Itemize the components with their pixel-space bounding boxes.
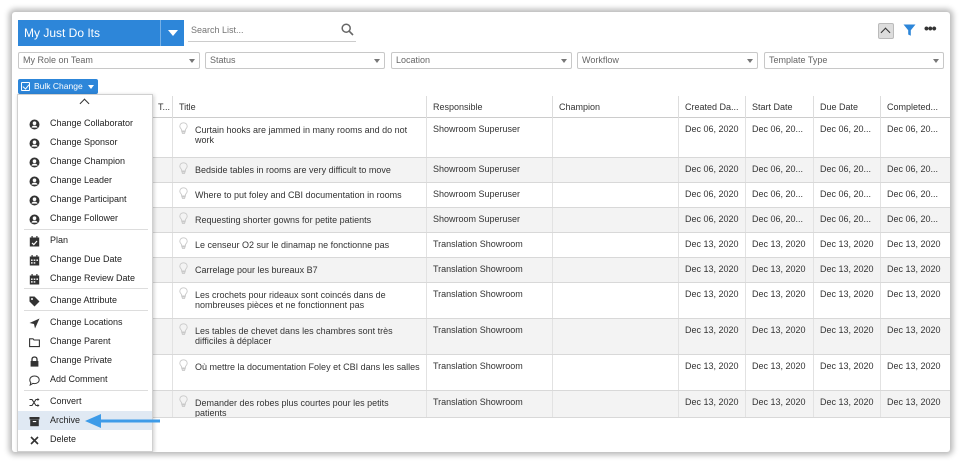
- table-row[interactable]: [152, 118, 950, 158]
- bulk-change-button[interactable]: [18, 79, 98, 94]
- cell-champion: [552, 391, 678, 417]
- cell-due: Dec 13, 2020: [813, 283, 880, 318]
- menu-item-label: Delete: [50, 434, 77, 444]
- cell-start: Dec 13, 2020: [745, 283, 813, 318]
- cell-type: [152, 283, 172, 318]
- cell-completed: Dec 06, 20...: [880, 158, 950, 182]
- menu-item-label: Change Follower: [50, 213, 119, 223]
- menu-item-change-collaborator[interactable]: [18, 114, 152, 133]
- cell-completed: Dec 06, 20...: [880, 183, 950, 207]
- cell-title[interactable]: [172, 258, 426, 282]
- cell-champion: [552, 258, 678, 282]
- menu-item-label: Change Collaborator: [50, 118, 134, 128]
- cell-responsible: Showroom Superuser: [426, 183, 552, 207]
- location-arrow-icon: [29, 317, 40, 328]
- table-row[interactable]: [152, 319, 950, 355]
- cell-champion: [552, 158, 678, 182]
- cell-champion: [552, 355, 678, 390]
- cell-created: Dec 13, 2020: [678, 283, 745, 318]
- user-circle-icon: [29, 137, 40, 148]
- menu-item-change-review-date[interactable]: [18, 269, 152, 288]
- lightbulb-icon: [179, 395, 188, 407]
- cell-due: Dec 13, 2020: [813, 233, 880, 257]
- menu-separator: [24, 229, 148, 230]
- menu-item-label: Convert: [50, 396, 82, 406]
- cell-created: Dec 06, 2020: [678, 183, 745, 207]
- archive-box-icon: [29, 415, 40, 426]
- chevron-up-icon[interactable]: [18, 95, 152, 111]
- filter-status-select[interactable]: Status: [205, 52, 385, 69]
- cell-champion: [552, 183, 678, 207]
- x-icon: [29, 434, 40, 445]
- items-table: [152, 96, 950, 452]
- cell-start: Dec 13, 2020: [745, 258, 813, 282]
- calendar-icon: [29, 254, 40, 265]
- shuffle-icon: [29, 396, 40, 407]
- cell-due: Dec 06, 20...: [813, 118, 880, 157]
- menu-item-delete[interactable]: [18, 430, 152, 449]
- comment-icon: [29, 374, 40, 385]
- menu-separator: [24, 310, 148, 311]
- caret-down-icon: [88, 85, 94, 89]
- filter-icon[interactable]: [903, 24, 916, 37]
- filter-role-select[interactable]: My Role on Team: [18, 52, 200, 69]
- table-row[interactable]: [152, 283, 950, 319]
- item-title[interactable]: Where to put foley and CBI documentation in rooms: [195, 190, 402, 200]
- menu-item-convert[interactable]: [18, 392, 152, 411]
- menu-item-change-champion[interactable]: [18, 152, 152, 171]
- cell-completed: Dec 13, 2020: [880, 233, 950, 257]
- column-header-created-date[interactable]: Created Da...: [678, 96, 745, 118]
- cell-title[interactable]: [172, 391, 426, 417]
- user-circle-icon: [29, 156, 40, 167]
- menu-item-label: Change Sponsor: [50, 137, 118, 147]
- cell-created: Dec 13, 2020: [678, 355, 745, 390]
- user-circle-icon: [29, 175, 40, 186]
- item-title[interactable]: Les crochets pour rideaux sont coincés dans de nombreuses pièces et ne fonctionnent pas: [195, 290, 386, 310]
- column-header-title[interactable]: Title: [172, 96, 426, 118]
- column-header-start-date[interactable]: Start Date: [745, 96, 813, 118]
- more-options-icon[interactable]: •••: [924, 20, 936, 36]
- cell-type: [152, 158, 172, 182]
- cell-champion: [552, 118, 678, 157]
- menu-separator: [24, 390, 148, 391]
- table-header: [152, 96, 950, 118]
- menu-item-change-locations[interactable]: [18, 313, 152, 332]
- item-title[interactable]: Requesting shorter gowns for petite patients: [195, 215, 372, 225]
- menu-item-label: Plan: [50, 235, 69, 245]
- menu-item-label: Change Locations: [50, 317, 123, 327]
- lightbulb-icon: [179, 262, 188, 274]
- cell-type: [152, 208, 172, 232]
- lightbulb-icon: [179, 287, 188, 299]
- collapse-up-button[interactable]: [878, 23, 894, 39]
- menu-item-plan[interactable]: [18, 231, 152, 250]
- calendar-icon: [29, 273, 40, 284]
- column-header-due-date[interactable]: Due Date: [813, 96, 880, 118]
- cell-responsible: Translation Showroom: [426, 283, 552, 318]
- cell-type: [152, 118, 172, 157]
- cell-responsible: Showroom Superuser: [426, 158, 552, 182]
- cell-responsible: Translation Showroom: [426, 391, 552, 417]
- cell-title[interactable]: [172, 118, 426, 157]
- menu-item-change-sponsor[interactable]: [18, 133, 152, 152]
- table-row[interactable]: [152, 208, 950, 233]
- cell-title[interactable]: [172, 355, 426, 390]
- item-title[interactable]: Carrelage pour les bureaux B7: [195, 265, 318, 275]
- menu-item-add-comment[interactable]: [18, 370, 152, 389]
- cell-champion: [552, 208, 678, 232]
- cell-completed: Dec 13, 2020: [880, 283, 950, 318]
- menu-item-label: Add Comment: [50, 374, 108, 384]
- cell-title[interactable]: [172, 158, 426, 182]
- cell-start: Dec 06, 20...: [745, 158, 813, 182]
- cell-completed: Dec 13, 2020: [880, 258, 950, 282]
- chevron-down-icon[interactable]: [160, 20, 184, 46]
- cell-start: Dec 06, 20...: [745, 118, 813, 157]
- cell-created: Dec 06, 2020: [678, 208, 745, 232]
- bulk-change-menu: [17, 94, 153, 452]
- menu-item-label: Change Participant: [50, 194, 127, 204]
- search-input[interactable]: [188, 20, 333, 40]
- menu-item-change-private[interactable]: [18, 351, 152, 370]
- menu-item-label: Change Attribute: [50, 295, 118, 305]
- list-name: My Just Do Its: [24, 26, 101, 40]
- bulk-change-label: Bulk Change: [34, 81, 83, 91]
- column-header-responsible[interactable]: Responsible: [426, 96, 552, 118]
- folder-icon: [29, 336, 40, 347]
- item-title[interactable]: Bedside tables in rooms are very difficult to move: [195, 165, 391, 175]
- lightbulb-icon: [179, 162, 188, 174]
- table-row[interactable]: [152, 258, 950, 283]
- lightbulb-icon: [179, 122, 188, 134]
- table-row[interactable]: [152, 391, 950, 418]
- filter-location-select[interactable]: Location: [391, 52, 572, 69]
- search-box: [188, 20, 356, 42]
- cell-created: Dec 13, 2020: [678, 319, 745, 354]
- tag-icon: [29, 295, 40, 306]
- menu-item-label: Change Due Date: [50, 254, 123, 264]
- cell-start: Dec 06, 20...: [745, 183, 813, 207]
- cell-responsible: Translation Showroom: [426, 258, 552, 282]
- menu-separator: [24, 288, 148, 289]
- column-header-completed[interactable]: Completed...: [880, 96, 950, 118]
- menu-item-label: Change Review Date: [50, 273, 136, 283]
- cell-start: Dec 13, 2020: [745, 233, 813, 257]
- item-title[interactable]: Où mettre la documentation Foley et CBI dans les salles: [195, 362, 420, 372]
- app-window: [12, 12, 950, 452]
- menu-item-label: Change Parent: [50, 336, 111, 346]
- item-title[interactable]: Les tables de chevet dans les chambres sont très difficiles à déplacer: [195, 326, 393, 346]
- menu-item-change-follower[interactable]: [18, 209, 152, 228]
- search-icon[interactable]: [341, 23, 354, 36]
- checkbox-icon: [21, 82, 30, 91]
- cell-created: Dec 06, 2020: [678, 158, 745, 182]
- pointer-arrow-annotation: [85, 414, 161, 428]
- cell-type: [152, 183, 172, 207]
- cell-responsible: Translation Showroom: [426, 355, 552, 390]
- cell-created: Dec 13, 2020: [678, 233, 745, 257]
- cell-due: Dec 13, 2020: [813, 258, 880, 282]
- cell-champion: [552, 233, 678, 257]
- menu-item-change-attribute[interactable]: [18, 291, 152, 310]
- filter-template-type-select[interactable]: Template Type: [764, 52, 944, 69]
- lightbulb-icon: [179, 212, 188, 224]
- cell-created: Dec 06, 2020: [678, 118, 745, 157]
- menu-item-change-due-date[interactable]: [18, 250, 152, 269]
- cell-completed: Dec 13, 2020: [880, 355, 950, 390]
- cell-due: Dec 06, 20...: [813, 183, 880, 207]
- column-header-champion[interactable]: Champion: [552, 96, 678, 118]
- item-title[interactable]: Curtain hooks are jammed in many rooms and do not work: [195, 125, 408, 145]
- cell-due: Dec 06, 20...: [813, 208, 880, 232]
- menu-item-label: Change Leader: [50, 175, 113, 185]
- cell-title[interactable]: [172, 183, 426, 207]
- cell-completed: Dec 13, 2020: [880, 391, 950, 417]
- cell-type: [152, 233, 172, 257]
- lightbulb-icon: [179, 237, 188, 249]
- cell-title[interactable]: [172, 319, 426, 354]
- user-circle-icon: [29, 213, 40, 224]
- cell-title[interactable]: [172, 208, 426, 232]
- cell-start: Dec 13, 2020: [745, 391, 813, 417]
- table-row[interactable]: [152, 355, 950, 391]
- cell-created: Dec 13, 2020: [678, 258, 745, 282]
- lightbulb-icon: [179, 323, 188, 335]
- cell-responsible: Translation Showroom: [426, 319, 552, 354]
- cell-champion: [552, 319, 678, 354]
- menu-item-change-participant[interactable]: [18, 190, 152, 209]
- cell-completed: Dec 06, 20...: [880, 118, 950, 157]
- menu-item-label: Archive: [50, 415, 81, 425]
- menu-item-change-parent[interactable]: [18, 332, 152, 351]
- cell-start: Dec 13, 2020: [745, 319, 813, 354]
- lock-icon: [29, 355, 40, 366]
- cell-completed: Dec 13, 2020: [880, 319, 950, 354]
- filter-bar: [18, 52, 950, 69]
- cell-type: [152, 319, 172, 354]
- user-circle-icon: [29, 118, 40, 129]
- table-row[interactable]: [152, 233, 950, 258]
- cell-title[interactable]: [172, 283, 426, 318]
- item-title[interactable]: Le censeur O2 sur le dinamap ne fonctionne pas: [195, 240, 390, 250]
- cell-responsible: Showroom Superuser: [426, 208, 552, 232]
- filter-workflow-select[interactable]: Workflow: [577, 52, 758, 69]
- cell-champion: [552, 283, 678, 318]
- cell-created: Dec 13, 2020: [678, 391, 745, 417]
- list-selector-button[interactable]: [18, 20, 184, 46]
- calendar-check-icon: [29, 235, 40, 246]
- cell-type: [152, 258, 172, 282]
- cell-title[interactable]: [172, 233, 426, 257]
- item-title[interactable]: Demander des robes plus courtes pour les petits patients: [195, 398, 389, 417]
- table-row[interactable]: [152, 183, 950, 208]
- cell-due: Dec 13, 2020: [813, 319, 880, 354]
- user-circle-icon: [29, 194, 40, 205]
- menu-item-change-leader[interactable]: [18, 171, 152, 190]
- menu-item-label: Change Private: [50, 355, 113, 365]
- cell-due: Dec 06, 20...: [813, 158, 880, 182]
- cell-due: Dec 13, 2020: [813, 391, 880, 417]
- cell-responsible: Showroom Superuser: [426, 118, 552, 157]
- cell-start: Dec 06, 20...: [745, 208, 813, 232]
- table-row[interactable]: [152, 158, 950, 183]
- cell-responsible: Translation Showroom: [426, 233, 552, 257]
- cell-start: Dec 13, 2020: [745, 355, 813, 390]
- cell-due: Dec 13, 2020: [813, 355, 880, 390]
- menu-item-label: Change Champion: [50, 156, 126, 166]
- lightbulb-icon: [179, 359, 188, 371]
- cell-type: [152, 355, 172, 390]
- cell-completed: Dec 06, 20...: [880, 208, 950, 232]
- lightbulb-icon: [179, 187, 188, 199]
- column-header-type[interactable]: T...: [158, 102, 171, 112]
